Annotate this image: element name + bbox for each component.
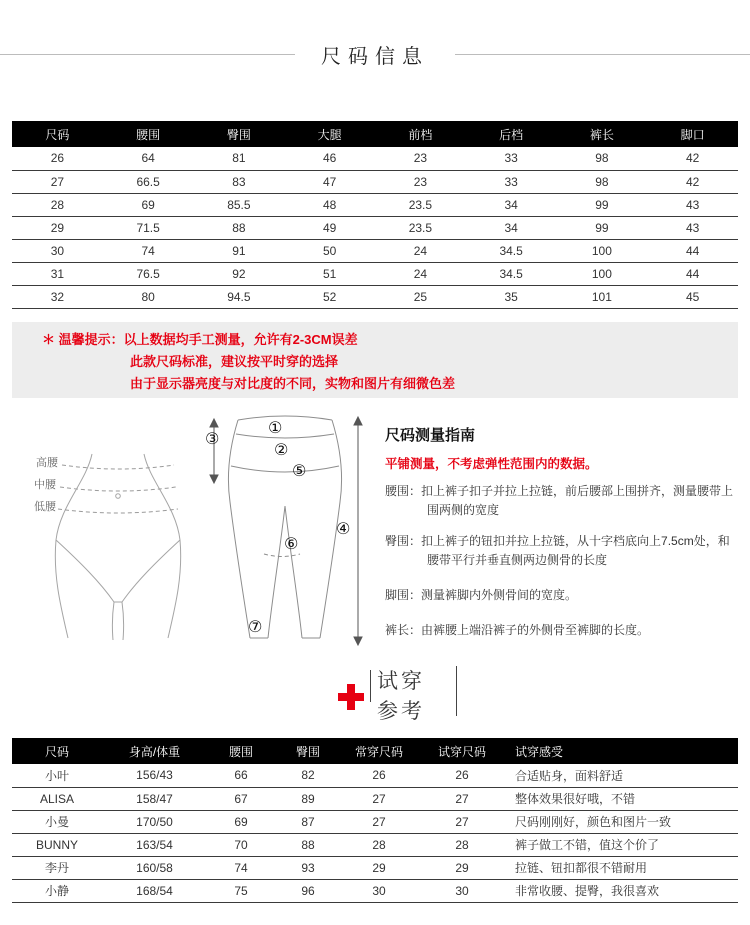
- table-cell: 23: [375, 147, 466, 170]
- page-title-row: [0, 40, 750, 69]
- table-cell: 76.5: [103, 262, 194, 285]
- column-header: 臀围: [275, 738, 341, 764]
- table-cell: 24: [375, 262, 466, 285]
- table-cell: 98: [557, 170, 648, 193]
- guide-term: 裤长：: [385, 623, 422, 637]
- plus-icon: [338, 684, 364, 710]
- waist-label-low: 低腰: [34, 501, 56, 513]
- table-cell: 29: [341, 856, 417, 879]
- column-header: 常穿尺码: [341, 738, 417, 764]
- table-cell: 29: [417, 856, 507, 879]
- table-cell: 23: [375, 170, 466, 193]
- table-cell: 小静: [12, 879, 102, 902]
- column-header: 试穿尺码: [417, 738, 507, 764]
- table-cell: 43: [647, 193, 738, 216]
- table-cell: 85.5: [194, 193, 285, 216]
- table-cell: 44: [647, 239, 738, 262]
- measure-point-7: ⑦: [248, 619, 263, 636]
- measure-point-5: ⑤: [292, 463, 307, 480]
- table-cell: 66.5: [103, 170, 194, 193]
- title-rule-left: [0, 54, 295, 55]
- table-cell: 32: [12, 285, 103, 308]
- table-cell: 24: [375, 239, 466, 262]
- table-cell: 26: [12, 147, 103, 170]
- title-rule-right: [455, 54, 750, 55]
- table-cell: 23.5: [375, 193, 466, 216]
- tryon-divider-right: [456, 666, 457, 716]
- column-header: 尺码: [12, 738, 102, 764]
- table-cell: 23.5: [375, 216, 466, 239]
- table-header-row: [12, 738, 738, 764]
- table-cell: 44: [647, 262, 738, 285]
- table-cell: 合适贴身，面料舒适: [507, 764, 738, 787]
- table-row: [12, 833, 738, 856]
- table-row: [12, 193, 738, 216]
- table-cell: 82: [275, 764, 341, 787]
- column-header: 后档: [466, 121, 557, 147]
- table-cell: 34.5: [466, 262, 557, 285]
- table-cell: 96: [275, 879, 341, 902]
- table-cell: 裤子做工不错，值这个价了: [507, 833, 738, 856]
- tryon-table: [12, 738, 738, 903]
- table-cell: 88: [275, 833, 341, 856]
- tryon-heading-line1: 试穿: [377, 670, 425, 693]
- table-cell: 小叶: [12, 764, 102, 787]
- column-header: 前档: [375, 121, 466, 147]
- table-cell: 100: [557, 262, 648, 285]
- table-cell: 34.5: [466, 239, 557, 262]
- waist-label-mid: 中腰: [34, 479, 56, 491]
- table-cell: 26: [417, 764, 507, 787]
- table-cell: 91: [194, 239, 285, 262]
- table-row: [12, 239, 738, 262]
- table-row: [12, 147, 738, 170]
- guide-desc: 由裤腰上端沿裤子的外侧骨至裤脚的长度。: [421, 623, 650, 637]
- table-cell: 51: [284, 262, 375, 285]
- table-cell: 26: [341, 764, 417, 787]
- table-cell: 李丹: [12, 856, 102, 879]
- table-cell: 27: [417, 810, 507, 833]
- table-cell: 52: [284, 285, 375, 308]
- tryon-divider-left: [370, 670, 371, 702]
- table-cell: 158/47: [102, 787, 207, 810]
- table-row: [12, 810, 738, 833]
- table-row: [12, 787, 738, 810]
- table-cell: 42: [647, 170, 738, 193]
- table-cell: 94.5: [194, 285, 285, 308]
- table-cell: 92: [194, 262, 285, 285]
- column-header: 身高/体重: [102, 738, 207, 764]
- guide-title: 尺码测量指南: [385, 427, 476, 444]
- table-cell: 88: [194, 216, 285, 239]
- table-cell: 27: [341, 810, 417, 833]
- guide-desc: 扣上裤子的钮扣并拉上拉链，从十字档底向上7.5cm处，和腰带平行并垂直侧两边侧骨的长度: [421, 534, 730, 567]
- table-cell: 尺码刚刚好，颜色和图片一致: [507, 810, 738, 833]
- tip-line-3: 由于显示器亮度与对比度的不同，实物和图片有细微色差: [130, 376, 456, 391]
- table-cell: 27: [12, 170, 103, 193]
- measure-point-3: ③: [205, 431, 220, 448]
- table-row: [12, 170, 738, 193]
- table-cell: 25: [375, 285, 466, 308]
- table-cell: 29: [12, 216, 103, 239]
- table-header-row: [12, 121, 738, 147]
- tip-line-2: 此款尺码标准，建议按平时穿的选择: [130, 354, 339, 369]
- table-cell: 83: [194, 170, 285, 193]
- table-cell: 168/54: [102, 879, 207, 902]
- table-cell: 50: [284, 239, 375, 262]
- column-header: 臀围: [194, 121, 285, 147]
- table-cell: 69: [103, 193, 194, 216]
- table-cell: 81: [194, 147, 285, 170]
- guide-desc: 测量裤脚内外侧骨间的宽度。: [421, 588, 578, 602]
- table-cell: 43: [647, 216, 738, 239]
- guide-item-waist: [385, 482, 737, 520]
- table-cell: 31: [12, 262, 103, 285]
- table-cell: 66: [207, 764, 275, 787]
- measure-point-4: ④: [336, 521, 351, 538]
- table-cell: 30: [341, 879, 417, 902]
- table-cell: 34: [466, 216, 557, 239]
- table-cell: 27: [417, 787, 507, 810]
- guide-desc: 扣上裤子扣子并拉上拉链，前后腰部上围拼齐，测量腰带上围两侧的宽度: [421, 484, 734, 517]
- tip-line-1: [42, 329, 738, 351]
- table-cell: 80: [103, 285, 194, 308]
- column-header: 腰围: [103, 121, 194, 147]
- table-cell: 89: [275, 787, 341, 810]
- measure-guide: [385, 424, 737, 652]
- column-header: 试穿感受: [507, 738, 738, 764]
- table-cell: 47: [284, 170, 375, 193]
- table-cell: 67: [207, 787, 275, 810]
- table-cell: 48: [284, 193, 375, 216]
- table-row: [12, 879, 738, 902]
- table-cell: 小曼: [12, 810, 102, 833]
- table-cell: 170/50: [102, 810, 207, 833]
- table-cell: 33: [466, 147, 557, 170]
- table-cell: 100: [557, 239, 648, 262]
- tryon-heading: [377, 667, 425, 727]
- guide-item-leg-opening: [385, 586, 737, 605]
- table-row: [12, 856, 738, 879]
- table-cell: 28: [417, 833, 507, 856]
- table-cell: 30: [12, 239, 103, 262]
- table-row: [12, 216, 738, 239]
- table-cell: 74: [207, 856, 275, 879]
- table-cell: 35: [466, 285, 557, 308]
- table-cell: 整体效果很好哦，不错: [507, 787, 738, 810]
- column-header: 腰围: [207, 738, 275, 764]
- table-cell: 156/43: [102, 764, 207, 787]
- waist-label-high: 高腰: [36, 457, 58, 469]
- table-cell: 49: [284, 216, 375, 239]
- table-cell: 87: [275, 810, 341, 833]
- table-cell: 163/54: [102, 833, 207, 856]
- table-cell: 74: [103, 239, 194, 262]
- table-cell: 42: [647, 147, 738, 170]
- table-cell: 34: [466, 193, 557, 216]
- table-cell: 45: [647, 285, 738, 308]
- page-title: 尺码信息: [321, 46, 429, 68]
- table-cell: 99: [557, 216, 648, 239]
- table-cell: 71.5: [103, 216, 194, 239]
- measure-point-2: ②: [274, 442, 289, 459]
- table-cell: 160/58: [102, 856, 207, 879]
- guide-term: 脚围：: [385, 588, 422, 602]
- column-header: 尺码: [12, 121, 103, 147]
- table-cell: 28: [341, 833, 417, 856]
- guide-item-hip: [385, 532, 737, 570]
- tip-text-1: 以上数据均手工测量，允许有2-3CM误差: [123, 332, 358, 347]
- table-row: [12, 764, 738, 787]
- table-cell: 70: [207, 833, 275, 856]
- table-cell: 非常收腰、提臀，我很喜欢: [507, 879, 738, 902]
- size-table: [12, 121, 738, 309]
- warm-tip: [12, 322, 738, 398]
- table-cell: 75: [207, 879, 275, 902]
- table-cell: ALISA: [12, 787, 102, 810]
- tip-prefix: ＊ 温馨提示：: [42, 332, 124, 347]
- table-cell: 33: [466, 170, 557, 193]
- table-cell: 46: [284, 147, 375, 170]
- table-cell: 拉链、钮扣都很不错耐用: [507, 856, 738, 879]
- measure-point-6: ⑥: [284, 536, 299, 553]
- table-cell: 93: [275, 856, 341, 879]
- table-cell: 28: [12, 193, 103, 216]
- guide-note: 平铺测量，不考虑弹性范围内的数据。: [385, 457, 598, 471]
- tryon-heading-line2: 参考: [377, 700, 425, 723]
- table-cell: 27: [341, 787, 417, 810]
- table-row: [12, 262, 738, 285]
- measure-point-1: ①: [268, 420, 283, 437]
- table-cell: 69: [207, 810, 275, 833]
- table-cell: 98: [557, 147, 648, 170]
- table-cell: 30: [417, 879, 507, 902]
- guide-item-length: [385, 621, 737, 640]
- column-header: 大腿: [284, 121, 375, 147]
- guide-term: 腰围：: [385, 484, 422, 498]
- column-header: 裤长: [557, 121, 648, 147]
- guide-term: 臀围：: [385, 534, 422, 548]
- table-row: [12, 285, 738, 308]
- column-header: 脚口: [647, 121, 738, 147]
- table-cell: 101: [557, 285, 648, 308]
- table-cell: BUNNY: [12, 833, 102, 856]
- table-cell: 64: [103, 147, 194, 170]
- table-cell: 99: [557, 193, 648, 216]
